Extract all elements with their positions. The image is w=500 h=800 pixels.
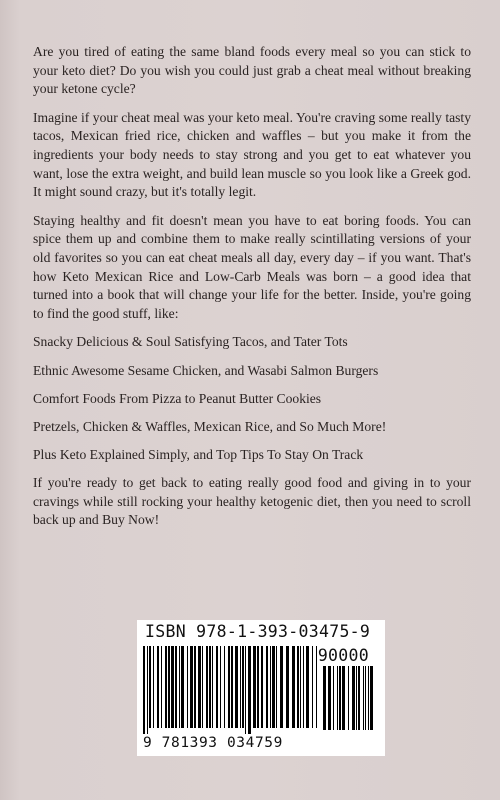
barcode-bar	[194, 646, 196, 728]
barcode-bar	[143, 646, 145, 734]
barcode-bar	[157, 646, 159, 728]
barcode-bar	[257, 646, 259, 728]
barcode-bar	[231, 646, 233, 728]
barcode-bar	[216, 646, 218, 728]
barcode-bar	[297, 646, 299, 728]
barcode-bar	[337, 666, 338, 730]
blurb-paragraph-imagine: Imagine if your cheat meal was your keto meal. You're craving some really tasty tacos, Mexican fried rice, chicken and waffles – but you make it from the ingredients your body needs to stay strong and you get to eat whatever you want, lose the extra weight, and build lean muscle so you look like a Greek god. It might sound crazy, but it's totally legit.	[33, 109, 471, 200]
barcode-bar	[352, 666, 355, 730]
barcode-bar	[179, 646, 180, 728]
barcode-bar	[356, 666, 357, 730]
book-blurb	[33, 43, 471, 540]
barcode-bar	[300, 646, 301, 728]
barcode-bar	[190, 646, 193, 728]
barcode-bar	[228, 646, 230, 728]
blurb-list-item: Snacky Delicious & Soul Satisfying Tacos, and Tater Tots	[33, 334, 348, 350]
barcode-bar	[272, 646, 275, 728]
barcode-bar	[348, 666, 349, 730]
barcode-bar	[181, 646, 184, 728]
barcode-bar	[248, 646, 251, 734]
barcode-bar	[316, 646, 317, 728]
barcode-bar	[358, 666, 360, 730]
blurb-closing-paragraph: If you're ready to get back to eating really good food and giving in to your cravings while still rocking your healthy ketogenic diet, then you need to scroll back up and Buy Now!	[33, 475, 471, 528]
blurb-list-item: Ethnic Awesome Sesame Chicken, and Wasabi Salmon Burgers	[33, 362, 379, 378]
price-code: 90000	[317, 646, 369, 665]
barcode-bar	[261, 646, 263, 728]
barcode-bar	[323, 666, 326, 730]
barcode-bar	[224, 646, 225, 728]
barcode-bar	[363, 666, 364, 730]
blurb-list-item: Pretzels, Chicken & Waffles, Mexican Rice, and So Much More!	[33, 418, 387, 434]
barcode-bar	[212, 646, 213, 728]
barcode-bar	[168, 646, 170, 728]
barcode-bar	[303, 646, 304, 728]
barcode-bar	[292, 646, 295, 728]
barcode-bar	[202, 646, 203, 728]
barcode-bar	[240, 646, 241, 728]
barcode-bar	[339, 666, 341, 730]
barcode-bar	[280, 646, 283, 728]
barcode-bar	[206, 646, 208, 728]
barcode-bar	[328, 666, 331, 730]
barcode-addon-bars	[323, 666, 373, 736]
barcode-bar	[153, 646, 154, 728]
barcode-bar	[171, 646, 174, 728]
barcode-bar	[266, 646, 268, 728]
blurb-list-item: Plus Keto Explained Simply, and Top Tips To Stay On Track	[33, 447, 364, 463]
barcode-bar	[342, 666, 345, 730]
barcode-bars	[143, 646, 319, 734]
blurb-list-item: Comfort Foods From Pizza to Peanut Butter Cookies	[33, 390, 322, 406]
barcode-bar	[209, 646, 211, 728]
barcode-bar	[312, 646, 313, 728]
barcode-bar	[198, 646, 201, 728]
barcode-bar	[270, 646, 271, 728]
barcode-bar	[306, 646, 309, 728]
barcode-bar	[245, 646, 246, 734]
barcode-digits: 9 781393 034759	[143, 735, 283, 751]
barcode-bar	[235, 646, 238, 728]
barcode-bar	[175, 646, 177, 728]
barcode-bar	[276, 646, 277, 728]
barcode-bar	[187, 646, 188, 728]
barcode-bar	[333, 666, 334, 730]
barcode-bar	[220, 646, 221, 728]
blurb-paragraph-intro: Are you tired of eating the same bland foods every meal so you can stick to your keto diet? Do you wish you could just grab a cheat meal without breaking your ketone cycle?	[33, 44, 471, 97]
barcode-bar	[242, 646, 244, 728]
barcode-bar	[370, 666, 373, 730]
barcode-bar	[253, 646, 256, 728]
blurb-paragraph-healthy: Staying healthy and fit doesn't mean you have to eat boring foods. You can spice them up and combine them to make really scintillating versions of your old favorites so you can eat cheat meals all day, every day – if you want. That's how Keto Mexican Rice and Low-Carb Meals was born – a good idea that turned into a book that will change your life for the better. Inside, you're going to find the good stuff, like:	[33, 212, 471, 321]
barcode-bar	[286, 646, 289, 728]
barcode-bar	[147, 646, 148, 734]
isbn-barcode	[137, 620, 385, 756]
barcode-bar	[365, 666, 366, 730]
barcode-bar	[161, 646, 162, 728]
barcode-bar	[165, 646, 167, 728]
barcode-bar	[368, 666, 369, 730]
barcode-bar	[149, 646, 151, 728]
isbn-label: ISBN 978-1-393-03475-9	[145, 622, 371, 641]
